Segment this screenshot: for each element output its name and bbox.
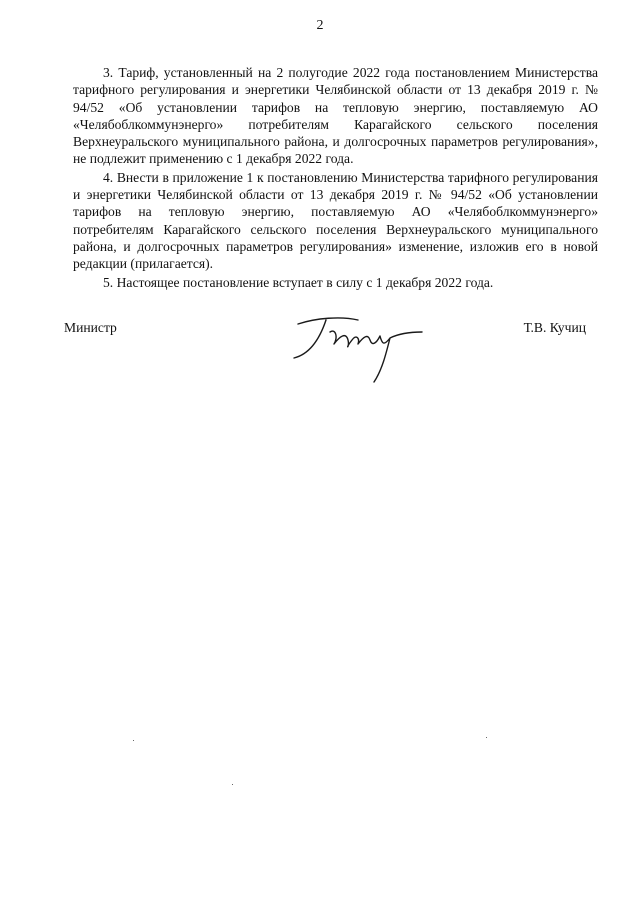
page-number: 2	[316, 18, 324, 33]
signer-name: Т.В. Кучиц	[523, 320, 586, 335]
paragraph-5: 5. Настоящее постановление вступает в силу с 1 декабря 2022 года.	[103, 274, 494, 290]
handwritten-signature	[286, 310, 426, 390]
scan-speck	[232, 784, 233, 785]
scan-speck	[486, 737, 487, 738]
signature-block	[64, 320, 590, 390]
scan-speck	[133, 740, 134, 741]
paragraph-4: 4. Внести в приложение 1 к постановлению Министерства тарифного регулирования и энергетики Челябинской области от 13 декабря 2019 г. № 94/52 «Об установлении тарифов на тепловую энергию, поставляемую АО «Челябоблкоммунэнерго» потребителям Карагайского сельского поселения Верхнеуральского муниципального района, и долгосрочных параметров регулирования» изменение, изложив его в новой редакции (прилагается).	[73, 169, 598, 272]
signer-title: Министр	[64, 320, 117, 335]
document-body	[73, 64, 598, 292]
paragraph-3: 3. Тариф, установленный на 2 полугодие 2022 года постановлением Министерства тарифного регулирования и энергетики Челябинской области от 13 декабря 2019 г. № 94/52 «Об установлении тарифов на тепловую энергию, поставляемую АО «Челябоблкоммунэнерго» потребителям Карагайского сельского поселения Верхнеуральского муниципального района, и долгосрочных параметров регулирования», не подлежит применению с 1 декабря 2022 года.	[73, 65, 598, 167]
